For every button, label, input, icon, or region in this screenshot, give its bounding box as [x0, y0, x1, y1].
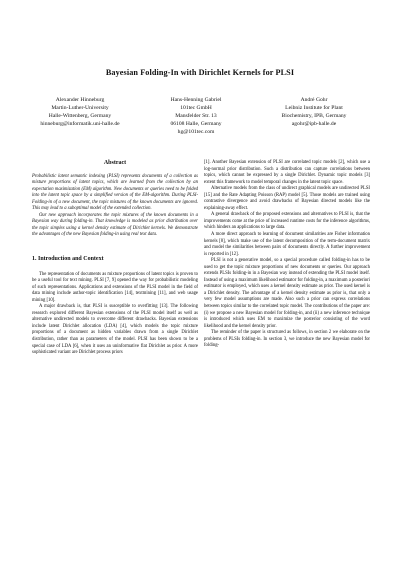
author-2-email: hg@101tec.com	[177, 128, 215, 135]
body-paragraph: [1]. Another Bayesian extension of PLSI are correlated topic models [2], which use a log-normal prior distribution. Such a distribution can capture correlations between topics, which cannot be expressed by a single Dirichlet. Dynamic topic models [3] extent this framework to model temporal changes in the latent topic space.	[204, 160, 370, 185]
abstract-paragraph: Our new approach incorporates the topic mixtures of the known documents in a Bayesian way during folding-in. That knowledge is modeled as prior distribution over the topic simplex using a kernel density estimate of Dirichlet kernels. We demonstrate the advantages of the new Bayesian folding-in using real text data.	[32, 212, 198, 238]
author-3-location: Biochemistry, IPB, Germany	[281, 112, 347, 119]
author-1-email: hinneburg@informatik.uni-halle.de	[40, 120, 120, 127]
paper-title: Bayesian Folding-In with Dirichlet Kernels for PLSI	[105, 68, 295, 77]
author-1	[20, 97, 140, 129]
author-2	[143, 97, 249, 137]
body-paragraph: The representation of documents as mixture proportions of latent topics is proven to be a useful tool for text mining. PLSI [7, 9] opened the way for probabilistic modeling of such representations. Applications and extensions of the PLSI model in the field of data mining include author-topic identification [14], textmining [11], and web usage mining [10].	[32, 271, 198, 303]
section-heading: 1. Introduction and Context	[32, 256, 104, 263]
abstract	[32, 174, 198, 239]
body-paragraph: A more direct approach to learning of document similarities are Fisher information kernels [8], which make use of the latent decomposition of the term-document matrix and model the similarities between pairs of documents directly. A further improvement is reported in [12].	[204, 232, 370, 257]
author-2-location: 06108 Halle, Germany	[170, 120, 222, 127]
body-paragraph: The reminder of the paper is structured as follows, in section 2 we elaborate on the problems of PLSIs folding-in. In section 3, we introduce the new Bayesian model for folding-	[204, 330, 370, 349]
left-column	[32, 160, 198, 357]
abstract-paragraph: Probabilistic latent semantic indexing (PLSI) represents documents of a collection as mixture proportions of latent topics, which are learned from the collection by an expectation maximization (EM) algorithm. New documents or queries need to be folded into the latent topic space by a simplified version of the EM-algorithm. During PLSI-Folding-in of a new document, the topic mixtures of the known documents are ignored. This may lead to a suboptimal model of the extended collection.	[32, 173, 198, 212]
author-1-affiliation: Martin-Luther-University	[51, 104, 109, 111]
author-1-location: Halle-Wittenberg, Germany	[48, 112, 112, 119]
abstract-heading: Abstract	[103, 160, 127, 166]
author-2-name: Hans-Henning Gabriel	[170, 97, 222, 103]
body-paragraph: Alternative models from the class of undirect graphical models are undirected PLSI [15] and the Rate Adapting Poisson (RAP) model [5]. Those models are trained using contrastive divergence and avoid drawbacks of Bayesian directed models like the explaining-away effect.	[204, 186, 370, 211]
author-3-affiliation: Leibniz Institute for Plant	[285, 104, 343, 111]
author-2-affiliation: 101tec GmbH	[180, 104, 212, 111]
right-column	[204, 160, 370, 350]
author-3	[252, 97, 376, 129]
author-3-name: André Gohr	[300, 97, 328, 103]
author-3-email: agohr@ipb-halle.de	[291, 120, 337, 127]
author-2-street: Mansfelder Str. 13	[175, 112, 217, 119]
body-paragraph: A major drawback is, that PLSI is susceptible to overfitting [13]. The following research explored different Bayesian extensions of the PLSI model itself as well as alternative undirected models to overcome different drawbacks. Bayesian extensions include latent Dirichlet allocation (LDA) [4], which models the topic mixture proportions of a document as hidden variables drawn from a single Dirichlet distribution, rather than as parameters of the model. PLSI has been shown to be a special case of LDA [6], when it uses an uninformative flat Dirichlet as prior. A more sophisticated variant are Dirichlet process priors	[32, 304, 198, 356]
body-paragraph: A general drawback of the proposed extensions and alternatives to PLSI is, that the improvements come at the price of increased runtime costs for the inference algorithms, which hinders an applications to large data.	[204, 212, 370, 231]
author-1-name: Alexander Hinneburg	[55, 97, 105, 103]
body-paragraph: PLSI is not a generative model, so a special procedure called folding-in has to be used to get the topic mixture proportions of new documents or queries. Our approach extends PLSIs folding-in in a Bayesian way instead of extending the PLSI model itself. Instead of using a maximum likelihood estimator for folding-in, a maximum a posteriori estimator is employed, which uses a kernel density estimate as prior. The used kernel is a Dirichlet density. The advantage of a kernel density estimate as prior is, that only a very few model assumptions are made. Also such a prior can express correlations between topics similar to the correlated topic model. The contributions of the paper are: (i) we propose a new Bayesian model for folding-in, and (ii) a new inference technique is introduced which uses EM to maximize the posterior consisting of the word likelihood and the kernel density prior.	[204, 258, 370, 329]
